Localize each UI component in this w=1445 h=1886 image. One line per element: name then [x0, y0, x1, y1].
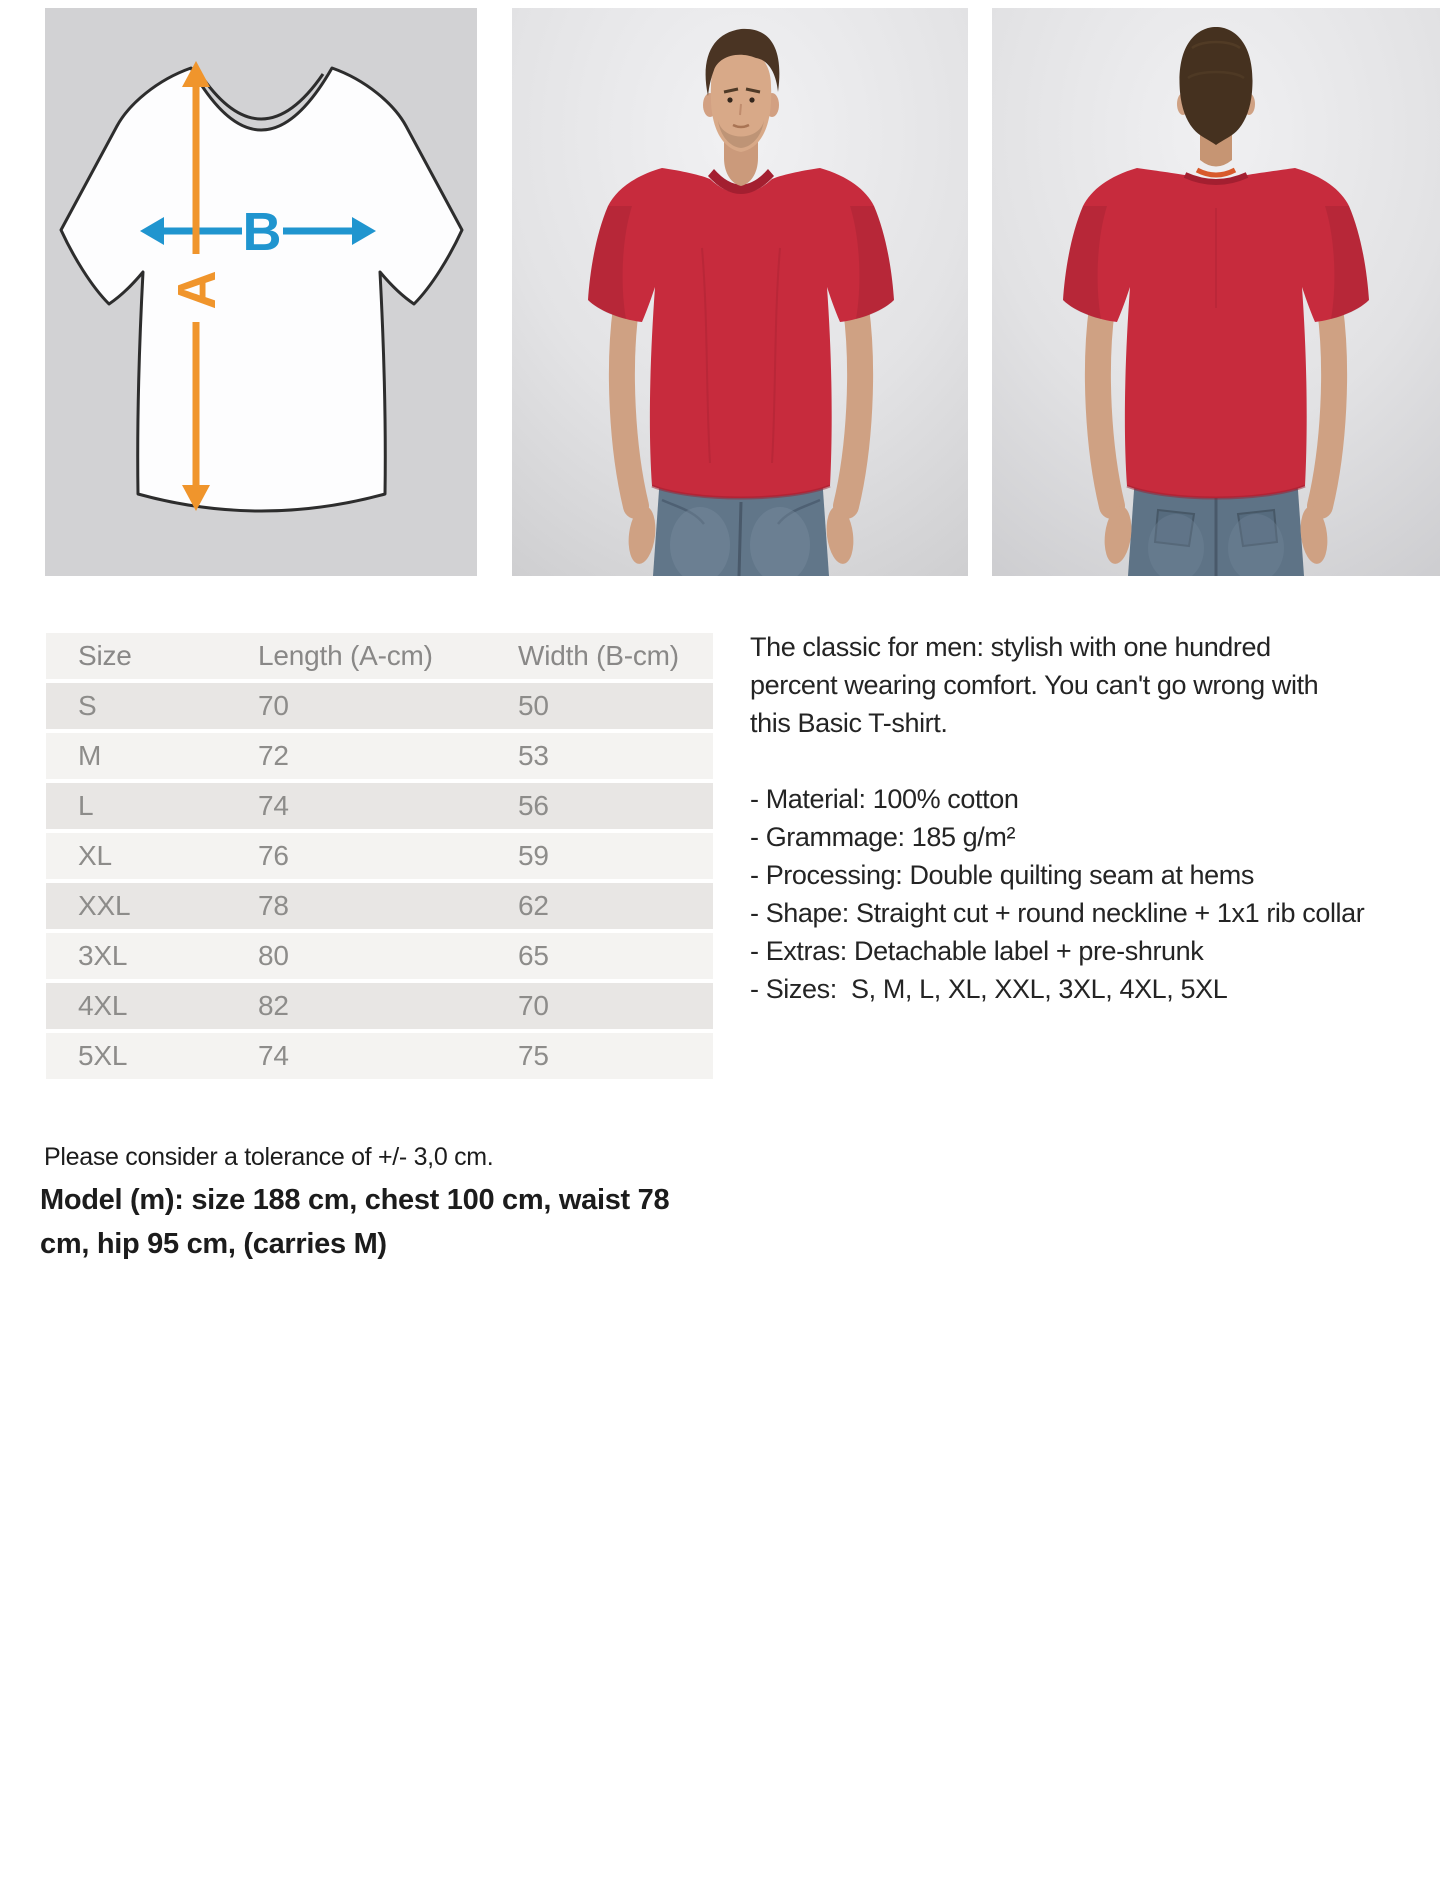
length-cell: 80 [258, 940, 289, 971]
model-info-line: cm, hip 95 cm, (carries M) [40, 1228, 387, 1260]
width-cell: 50 [518, 690, 549, 721]
width-cell: 53 [518, 740, 549, 771]
detail-material: - Material: 100% cotton [750, 784, 1019, 814]
table-row-xl [46, 833, 713, 879]
length-cell: 74 [258, 1040, 289, 1071]
column-header-size: Size [78, 640, 132, 671]
size-cell: XXL [78, 890, 131, 921]
model-photo-front [512, 8, 968, 576]
table-row-l [46, 783, 713, 829]
description-details [750, 780, 1430, 1008]
model-photo-back [992, 8, 1440, 576]
length-cell: 78 [258, 890, 289, 921]
detail-grammage: - Grammage: 185 g/m² [750, 822, 1016, 852]
length-cell: 70 [258, 690, 289, 721]
front-photo-illustration [512, 8, 968, 576]
detail-processing: - Processing: Double quilting seam at hems [750, 860, 1254, 890]
length-label-a: A [167, 270, 227, 310]
size-table [46, 633, 713, 1083]
model-info-line: Model (m): size 188 cm, chest 100 cm, waist 78 [40, 1184, 670, 1216]
column-header-width: Width (B-cm) [518, 640, 679, 671]
detail-extras: - Extras: Detachable label + pre-shrunk [750, 936, 1204, 966]
tshirt-outline-drawing [45, 8, 477, 576]
description-line: this Basic T-shirt. [750, 708, 948, 738]
tshirt-shape [61, 68, 462, 511]
table-row-5xl [46, 1033, 713, 1079]
description-line: percent wearing comfort. You can't go wrong with [750, 670, 1319, 700]
tolerance-note: Please consider a tolerance of +/- 3,0 cm. [44, 1143, 494, 1171]
table-row-xxl [46, 883, 713, 929]
length-cell: 76 [258, 840, 289, 871]
width-cell: 59 [518, 840, 549, 871]
table-row-4xl [46, 983, 713, 1029]
table-header-row [46, 633, 713, 679]
length-cell: 82 [258, 990, 289, 1021]
size-cell: 4XL [78, 990, 128, 1021]
size-cell: S [78, 690, 97, 721]
description-intro [750, 628, 1430, 742]
size-cell: 5XL [78, 1040, 128, 1071]
size-cell: L [78, 790, 94, 821]
table-row-m [46, 733, 713, 779]
table-row-s [46, 683, 713, 729]
detail-sizes: - Sizes: S, M, L, XL, XXL, 3XL, 4XL, 5XL [750, 974, 1228, 1004]
width-cell: 65 [518, 940, 549, 971]
description-line: The classic for men: stylish with one hundred [750, 632, 1271, 662]
tshirt-measurement-diagram [45, 8, 477, 576]
size-cell: XL [78, 840, 112, 871]
length-cell: 72 [258, 740, 289, 771]
size-cell: M [78, 740, 102, 771]
width-cell: 56 [518, 790, 549, 821]
length-cell: 74 [258, 790, 289, 821]
column-header-length: Length (A-cm) [258, 640, 433, 671]
back-photo-illustration [992, 8, 1440, 576]
width-cell: 70 [518, 990, 549, 1021]
table-row-3xl [46, 933, 713, 979]
width-cell: 75 [518, 1040, 549, 1071]
model-info [40, 1178, 669, 1266]
width-cell: 62 [518, 890, 549, 921]
width-label-b: B [242, 202, 282, 262]
product-description [750, 628, 1430, 1008]
size-cell: 3XL [78, 940, 128, 971]
detail-shape: - Shape: Straight cut + round neckline + 1x1 rib collar [750, 898, 1365, 928]
